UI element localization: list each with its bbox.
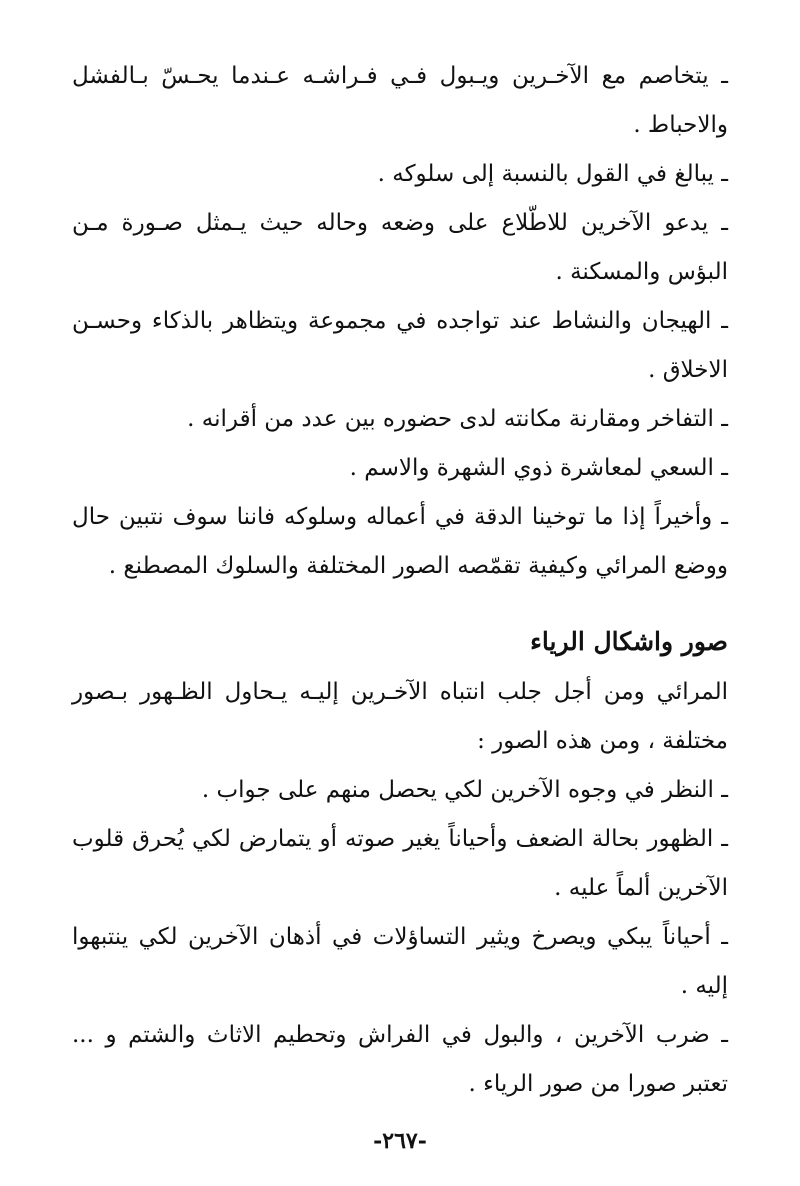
bullet-show-misery: ـ يدعو الآخرين للاطّلاع على وضعه وحاله حيث يـمثل صـورة مـن البؤس والمسكنة .	[72, 210, 728, 285]
bullet-hit-others: ـ ضرب الآخرين ، والبول في الفراش وتحطيم الاثاث والشتم و ... تعتبر صورا من صور الرياء .	[72, 1022, 728, 1097]
section-heading: صور واشكال الرياء	[530, 627, 728, 656]
bullet-look-faces: ـ النظر في وجوه الآخرين لكي يحصل منهم على جواب .	[201, 777, 728, 803]
bullet-quarrel-bedwetting: ـ يتخاصم مع الآخـرين ويـبول فـي فـراشـه عـندما يحـسّ بـالفشل والاحباط .	[72, 63, 728, 138]
bullet-finally: ـ وأخيراً إذا ما توخينا الدقة في أعماله وسلوكه فاننا سوف نتبين حال ووضع المرائي وكيفية تقمّصه الصور المختلفة والسلوك المصطنع .	[72, 504, 728, 579]
page-number: -٢٦٧-	[373, 1128, 427, 1154]
page-body	[72, 52, 728, 1109]
bullet-exaggeration: ـ يبالغ في القول بالنسبة إلى سلوكه .	[377, 161, 728, 187]
bullet-seek-famous: ـ السعي لمعاشرة ذوي الشهرة والاسم .	[349, 455, 728, 481]
bullet-boasting: ـ التفاخر ومقارنة مكانته لدى حضوره بين عدد من أقرانه .	[187, 406, 728, 432]
bullet-show-weakness: ـ الظهور بحالة الضعف وأحياناً يغير صوته أو يتمارض لكي يُحرق قلوب الآخرين ألماً عليه .	[72, 826, 728, 901]
bullet-cry-shout: ـ أحياناً يبكي ويصرخ ويثير التساؤلات في أذهان الآخرين لكي ينتبهوا إليه .	[72, 924, 728, 999]
section-intro: المرائي ومن أجل جلب انتباه الآخـرين إليـه يـحاول الظـهور بـصور مختلفة ، ومن هذه الصور :	[72, 679, 728, 754]
bullet-excitement: ـ الهيجان والنشاط عند تواجده في مجموعة ويتظاهر بالذكاء وحسـن الاخلاق .	[72, 308, 728, 383]
